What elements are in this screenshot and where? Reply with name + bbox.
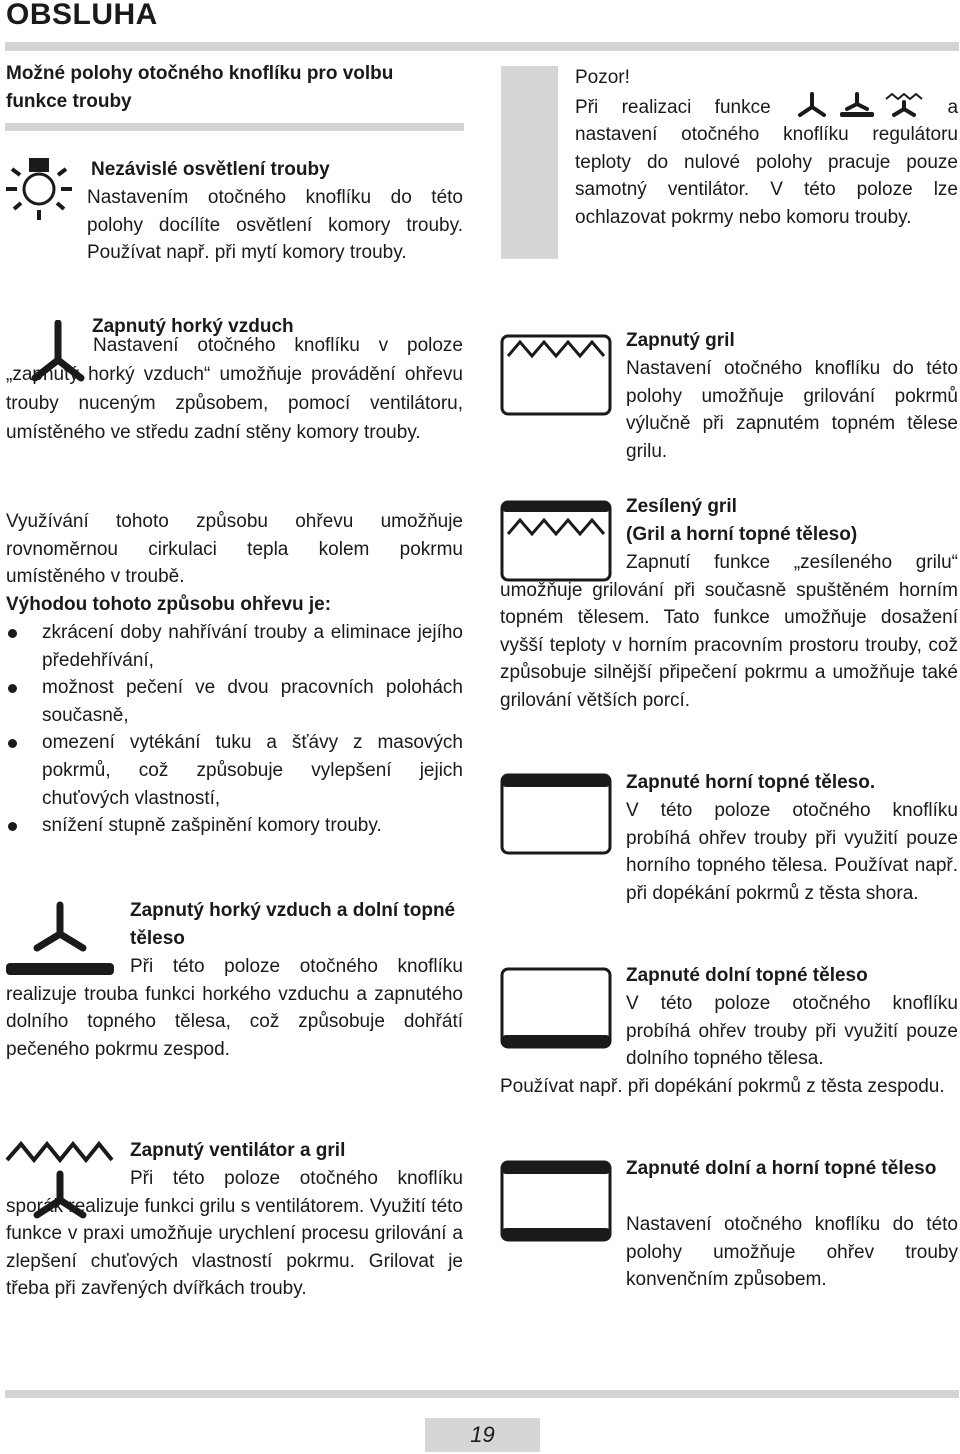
advantage-item: zkrácení doby nahřívání trouby a eliminace jejího předehřívání, — [6, 619, 463, 674]
hot-air-text2: Využívání tohoto způsobu ohřevu umožňuje rovnoměrnou cirkulaci tepla kolem pokrmu umístěného v troubě. — [6, 511, 463, 588]
advantage-item: možnost pečení ve dvou pracovních polohách současně, — [6, 674, 463, 729]
advantage-item: omezení vytékání tuku a šťávy z masových pokrmů, což způsobuje vylepšení jejich chuťových vlastností, — [6, 729, 463, 812]
light-text: Nastavením otočného knoflíku do této polohy docílíte osvětlení komory trouby. Používat např. při mytí komory trouby. — [87, 187, 463, 264]
light-title: Nezávislé osvětlení trouby — [91, 159, 330, 180]
warning-text — [575, 92, 958, 232]
top-heat-text: V této poloze otočného knoflíku probíhá ohřev trouby při využití pouze horního topného tělesa. Používat např. při dopékání pokrmů z těsta shora. — [626, 800, 958, 904]
warning-text-after: a nastavení otočného knoflíku regulátoru teploty do nulové polohy pracuje pouze samotný ventilátor. V této poloze lze ochlazovat pokrmy nebo komoru trouby. — [575, 96, 959, 228]
grill-text: Nastavení otočného knoflíku do této polohy umožňuje grilování pokrmů výlučně při zapnutém topném tělese grilu. — [626, 358, 958, 462]
intro-heading: Možné polohy otočného knoflíku pro volbu funkce trouby — [6, 63, 394, 112]
warning-gray-block — [501, 66, 558, 259]
hot-air-title: Zapnutý horký vzduch — [92, 316, 294, 337]
warning-text-before: Při realizaci funkce — [575, 96, 771, 118]
fan-sequence-icon — [794, 92, 924, 118]
top-bottom-heat-title: Zapnuté dolní a horní topné těleso — [626, 1158, 937, 1179]
fan-grill-text: Při této poloze otočného knoflíku sporák realizuje funkci grilu s ventilátorem. Využití této funkce v praxi umožňuje urychlení procesu grilování a zlepšení chuťových vlastností pokrmu. Grilovat je třeba při zavřených dvířkách trouby. — [6, 1168, 463, 1300]
page-title: OBSLUHA — [6, 0, 158, 31]
header-rule — [5, 42, 959, 51]
warning-box — [575, 64, 958, 232]
turbo-grill-subtitle: (Gril a horní topné těleso) — [626, 524, 858, 545]
top-bottom-heat-icon — [500, 1160, 612, 1242]
hot-air-bottom-text: Při této poloze otočného knoflíku realizuje trouba funkci horkého vzduchu a zapnutého dolního topného tělesa, což způsobuje dohřátí pečeného pokrmu zespod. — [6, 956, 463, 1060]
top-heat-title: Zapnuté horní topné těleso. — [626, 772, 876, 793]
lightbulb-icon — [4, 156, 74, 222]
fan-grill-title: Zapnutý ventilátor a gril — [130, 1140, 346, 1161]
bottom-heat-title: Zapnuté dolní topné těleso — [626, 965, 868, 986]
advantage-item: snížení stupně zašpinění komory trouby. — [6, 812, 463, 840]
footer-rule — [5, 1390, 959, 1398]
warning-title: Pozor! — [575, 67, 630, 88]
grill-title: Zapnutý gril — [626, 330, 735, 351]
turbo-grill-title: Zesílený gril — [626, 496, 737, 517]
top-bottom-heat-text: Nastavení otočného knoflíku do této polohy umožňuje ohřev trouby konvenčním způsobem. — [626, 1214, 958, 1291]
bottom-heat-icon — [500, 967, 612, 1049]
page-number: 19 — [470, 1422, 495, 1447]
advantages-list — [6, 619, 463, 840]
bottom-heat-text: V této poloze otočného knoflíku probíhá ohřev trouby při využití pouze dolního topného tělesa. — [626, 993, 958, 1070]
hot-air-text-body: Nastavení otočného knoflíku v poloze „zapnutý horký vzduch“ umožňuje provádění ohřevu trouby nuceným způsobem, pomocí ventilátoru, umístěného ve středu zadní stěny komory trouby. — [6, 335, 463, 443]
grill-icon — [500, 334, 612, 416]
page-number-box — [425, 1418, 540, 1452]
hot-air-text — [6, 331, 463, 447]
section-rule — [5, 123, 464, 131]
top-heat-icon — [500, 773, 612, 855]
bottom-heat-text2: Používat např. při dopékání pokrmů z těsta zespodu. — [500, 1076, 945, 1097]
turbo-grill-text: Zapnutí funkce „zesíleného grilu“ umožňuje grilování při současně spuštěném horním topném tělesem. Tato funkce umožňuje dosažení vyšší teploty v horním pracovním prostoru trouby, což způsobuje silnější připečení pokrmu a umožňuje také grilování větších porcí. — [500, 552, 958, 711]
advantages-heading: Výhodou tohoto způsobu ohřevu je: — [6, 594, 332, 615]
hot-air-bottom-title: Zapnutý horký vzduch a dolní topné těleso — [130, 900, 456, 949]
